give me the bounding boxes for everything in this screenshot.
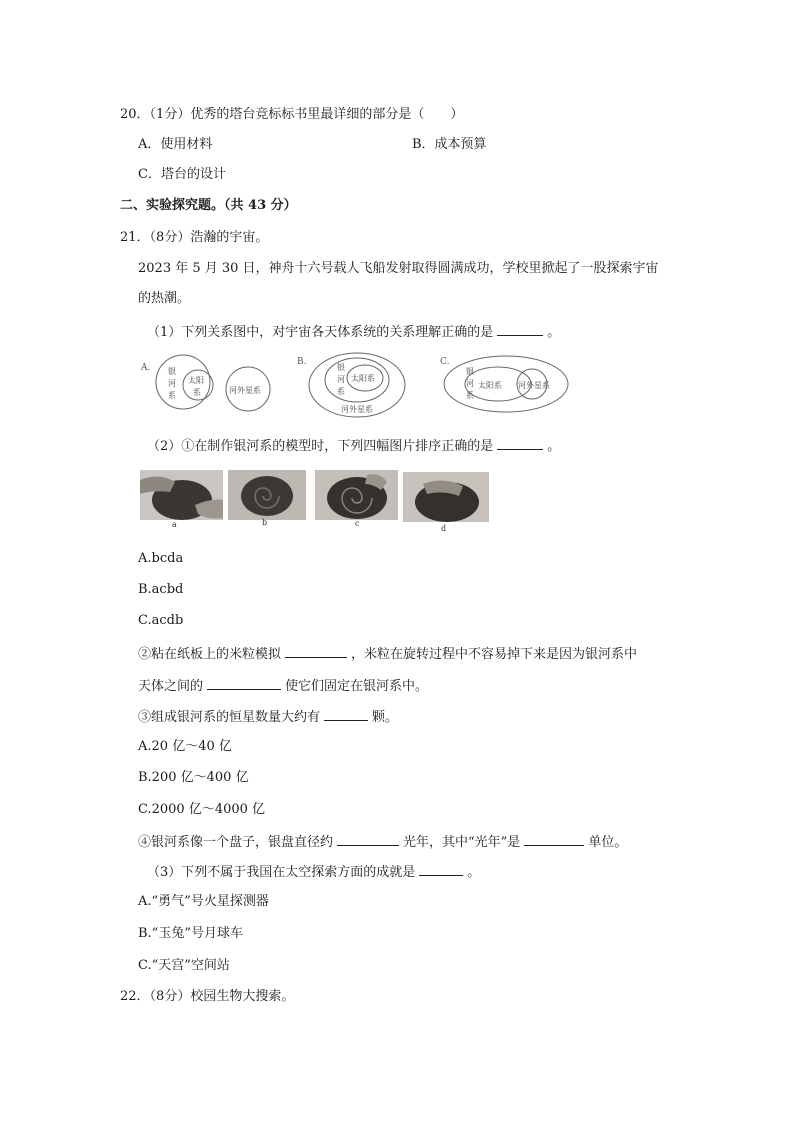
q21-part2-option-c[interactable]: C.acdb bbox=[138, 613, 184, 628]
q21-part3-option-c[interactable]: C.“天宫”空间站 bbox=[138, 958, 230, 973]
q21-part2d-text3: 单位。 bbox=[588, 835, 628, 850]
diagram-a[interactable] bbox=[138, 352, 288, 417]
q21-part3-end: 。 bbox=[467, 865, 481, 880]
diagram-b-sun: 太阳系 bbox=[351, 374, 375, 383]
q21-part2b-line1 bbox=[138, 644, 637, 664]
q21-intro-line2: 的热潮。 bbox=[138, 291, 191, 306]
diagram-c-yinhe-2: 河 bbox=[466, 379, 474, 388]
q21-part2d-text2: 光年，其中“光年”是 bbox=[403, 835, 521, 850]
answer-blank[interactable] bbox=[324, 707, 368, 721]
q21-part3-text: （3）下列不属于我国在太空探索方面的成就是 bbox=[147, 865, 416, 880]
q21-stem: 21．（8分）浩瀚的宇宙。 bbox=[120, 230, 269, 245]
q21-part2b-text4: 使它们固定在银河系中。 bbox=[285, 679, 429, 694]
q21-part2b-text1: ②粘在纸板上的米粒模拟 bbox=[138, 647, 282, 662]
diagram-c-outer: 河外星系 bbox=[518, 381, 550, 390]
q21-part2d-prompt bbox=[138, 832, 627, 852]
q21-part2c-text: ③组成银河系的恒星数量大约有 bbox=[138, 710, 321, 725]
diagram-c-yinhe-1: 银 bbox=[466, 367, 474, 376]
section-heading: 二、实验探究题。（共 43 分） bbox=[120, 198, 297, 213]
answer-blank[interactable] bbox=[497, 322, 543, 336]
diagram-b[interactable] bbox=[295, 350, 425, 420]
q21-part2c-end: 颗。 bbox=[372, 710, 399, 725]
diagram-a-yinhe-2: 河 bbox=[168, 379, 176, 388]
q21-part2c-option-a[interactable]: A.20 亿～40 亿 bbox=[138, 739, 232, 754]
q21-part1-end: 。 bbox=[547, 325, 561, 340]
q21-part2-end: 。 bbox=[547, 439, 561, 454]
q21-part2b-line2 bbox=[138, 676, 428, 696]
q21-part2c-prompt bbox=[138, 707, 398, 727]
diagram-b-outer: 河外星系 bbox=[341, 405, 373, 414]
q21-part2c-option-b[interactable]: B.200 亿～400 亿 bbox=[138, 770, 249, 785]
q21-part2-option-a[interactable]: A.bcda bbox=[138, 551, 184, 566]
diagram-b-yinhe-1: 银 bbox=[337, 363, 345, 372]
diagram-a-yinhe-1: 银 bbox=[168, 367, 176, 376]
photo-d-label: d bbox=[441, 524, 447, 533]
q21-part1-text: （1）下列关系图中，对宇宙各天体系统的关系理解正确的是 bbox=[147, 325, 494, 340]
diagram-c[interactable] bbox=[438, 350, 573, 415]
q21-part2d-text1: ④银河系像一个盘子，银盘直径约 bbox=[138, 835, 334, 850]
q22-stem: 22．（8分）校园生物大搜索。 bbox=[120, 989, 295, 1004]
diagram-b-yinhe-2: 河 bbox=[337, 375, 345, 384]
diagram-c-sun: 太阳系 bbox=[478, 381, 502, 390]
diagram-b-label: B. bbox=[297, 357, 307, 367]
photo-b bbox=[228, 470, 306, 520]
photo-c bbox=[315, 470, 398, 520]
q21-part2-text: （2）①在制作银河系的模型时，下列四幅图片排序正确的是 bbox=[147, 439, 494, 454]
q21-part2b-text2: ，米粒在旋转过程中不容易掉下来是因为银河系中 bbox=[351, 647, 638, 662]
diagram-a-outer: 河外星系 bbox=[229, 386, 261, 395]
q21-part2b-text3: 天体之间的 bbox=[138, 679, 204, 694]
q21-intro-line1: 2023 年 5 月 30 日，神舟十六号载人飞船发射取得圆满成功，学校里掀起了一股探索宇宙 bbox=[138, 261, 659, 276]
diagram-b-yinhe-3: 系 bbox=[337, 387, 345, 396]
answer-blank[interactable] bbox=[285, 644, 347, 658]
answer-blank[interactable] bbox=[419, 862, 463, 876]
q21-part3-option-a[interactable]: A.“勇气”号火星探测器 bbox=[138, 894, 269, 909]
q21-part2-prompt bbox=[147, 436, 560, 456]
diagram-a-sun-1: 太阳 bbox=[188, 376, 204, 385]
photo-a-label: a bbox=[172, 520, 177, 529]
answer-blank[interactable] bbox=[207, 676, 281, 690]
photo-a bbox=[140, 470, 223, 520]
diagram-a-sun-2: 系 bbox=[193, 388, 201, 397]
diagram-c-yinhe-3: 系 bbox=[466, 391, 474, 400]
q21-part3-prompt bbox=[147, 862, 480, 882]
diagram-a-label: A. bbox=[141, 363, 151, 373]
photo-c-label: c bbox=[355, 519, 360, 528]
photo-b-label: b bbox=[262, 518, 268, 527]
q21-part2c-option-c[interactable]: C.2000 亿～4000 亿 bbox=[138, 802, 266, 817]
q20-stem: 20．（1分）优秀的塔台竞标标书里最详细的部分是（ ） bbox=[120, 107, 464, 122]
answer-blank[interactable] bbox=[524, 832, 584, 846]
answer-blank[interactable] bbox=[497, 436, 543, 450]
diagram-c-label: C. bbox=[440, 357, 450, 367]
q21-part2-option-b[interactable]: B.acbd bbox=[138, 582, 184, 597]
q20-option-b[interactable]: B．成本预算 bbox=[412, 137, 487, 152]
photo-d bbox=[403, 472, 489, 522]
q20-option-a[interactable]: A．使用材料 bbox=[138, 137, 213, 152]
answer-blank[interactable] bbox=[337, 832, 399, 846]
q20-option-c[interactable]: C．塔台的设计 bbox=[138, 167, 226, 182]
q21-part1-prompt bbox=[147, 322, 560, 342]
diagram-a-yinhe-3: 系 bbox=[168, 391, 176, 400]
q21-part3-option-b[interactable]: B.“玉兔”号月球车 bbox=[138, 926, 243, 941]
